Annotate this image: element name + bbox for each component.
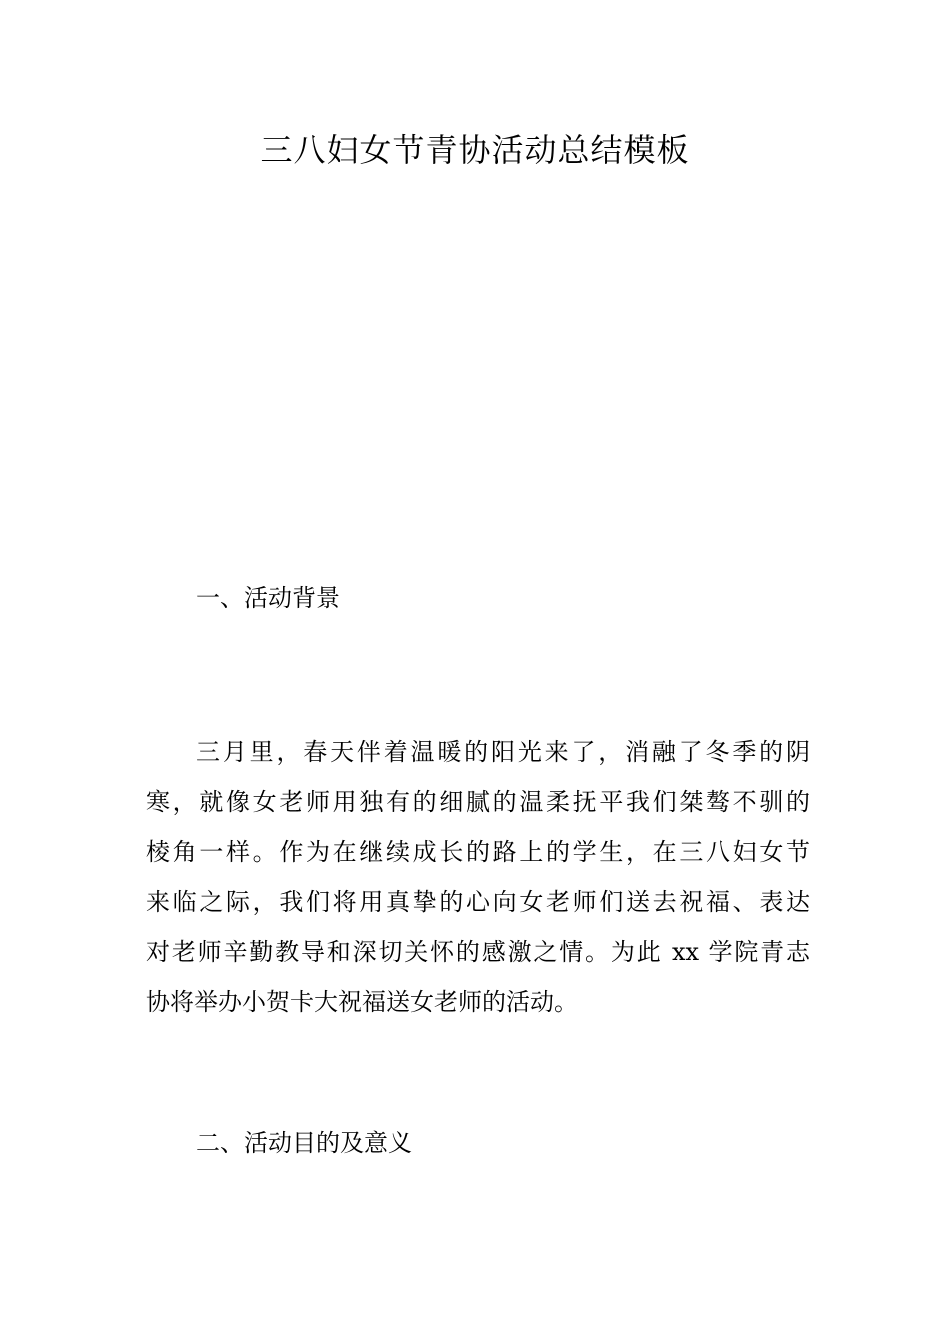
- document-title: 三八妇女节青协活动总结模板: [260, 131, 690, 169]
- section-paragraph-background: [146, 727, 810, 1027]
- section-heading-background: 一、活动背景: [196, 584, 340, 612]
- paragraph-line: 寒，就像女老师用独有的细腻的温柔抚平我们桀骜不驯的: [146, 788, 810, 816]
- paragraph-line: 协将举办小贺卡大祝福送女老师的活动。: [146, 988, 578, 1016]
- paragraph-line: 对老师辛勤教导和深切关怀的感激之情。为此 xx 学院青志: [146, 938, 810, 966]
- paragraph-line: 棱角一样。作为在继续成长的路上的学生，在三八妇女节: [146, 838, 810, 866]
- paragraph-line: 来临之际，我们将用真挚的心向女老师们送去祝福、表达: [146, 888, 810, 916]
- section-heading-purpose: 二、活动目的及意义: [196, 1129, 412, 1157]
- paragraph-line: 三月里，春天伴着温暖的阳光来了，消融了冬季的阴: [196, 738, 810, 766]
